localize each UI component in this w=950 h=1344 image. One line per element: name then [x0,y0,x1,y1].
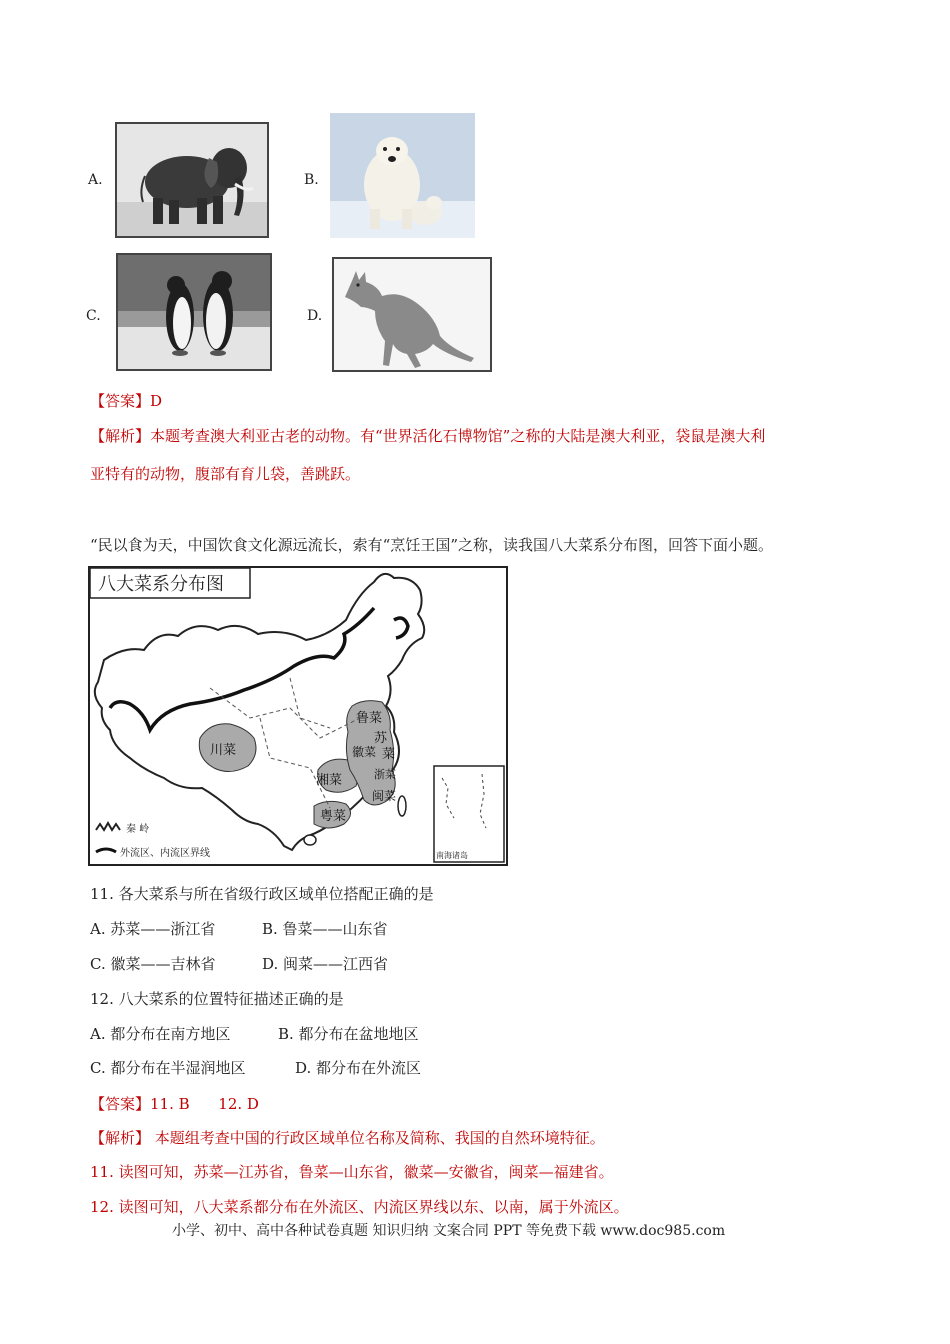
analysis-text: 本题组考查中国的行政区域单位名称及简称、我国的自然环境特征。 [150,1129,605,1147]
analysis-tag: 【解析】 [90,1129,151,1147]
legend-mountain: 秦 岭 [126,824,150,835]
kangaroo-image [332,257,492,372]
question-intro: “民以食为天，中国饮食文化源远流长，索有“烹饪王国”之称，读我国八大菜系分布图，回答下面小题。 [90,536,774,554]
label-xiang: 湘菜 [316,773,343,788]
q11-option-b: B. 鲁菜——山东省 [262,920,388,938]
legend-boundary: 外流区、内流区界线 [120,848,210,859]
label-hui: 徽菜 [352,745,377,759]
label-lu: 鲁菜 [356,711,383,726]
q11-option-c: C. 徽菜——吉林省 [90,955,216,973]
penguin-image [116,253,272,371]
inset-label: 南海诸岛 [436,851,468,860]
cuisine-map [88,566,508,866]
option-d-label: D. [307,308,323,324]
option-a-label: A. [88,172,103,188]
option-b-label: B. [304,172,319,188]
label-min: 闽菜 [372,789,397,803]
q11-explanation: 11. 读图可知，苏菜—江苏省，鲁菜—山东省，徽菜—安徽省，闽菜—福建省。 [90,1163,614,1181]
q11-12-answer [90,1094,259,1114]
label-zhe: 浙菜 [374,768,396,781]
label-su: 苏 [374,731,388,746]
map-title: 八大菜系分布图 [98,574,224,595]
q10-analysis-line2: 亚特有的动物，腹部有育儿袋，善跳跃。 [90,465,361,483]
q11-option-a: A. 苏菜——浙江省 [90,920,216,938]
q11-option-d: D. 闽菜——江西省 [262,955,389,973]
label-cai: 菜 [382,747,396,762]
page-footer: 小学、初中、高中各种试卷真题 知识归纳 文案合同 PPT 等免费下载 www.doc985.com [172,1223,726,1239]
q11-stem: 11. 各大菜系与所在省级行政区域单位搭配正确的是 [90,885,434,903]
answer-tag: 【答案】 [90,1095,151,1113]
q12-option-c: C. 都分布在半湿润地区 [90,1059,246,1077]
q10-analysis-line1 [90,426,765,446]
answer-value: 11. B 12. D [150,1095,259,1113]
label-chuan: 川菜 [210,743,237,758]
q11-12-analysis [90,1128,605,1148]
polar-bear-image [330,113,475,238]
q12-option-b: B. 都分布在盆地地区 [278,1025,419,1043]
answer-tag: 【答案】 [90,392,151,410]
q12-explanation: 12. 读图可知，八大菜系都分布在外流区、内流区界线以东、以南，属于外流区。 [90,1198,629,1216]
option-c-label: C. [86,308,101,324]
elephant-image [115,122,269,238]
analysis-text: 本题考查澳大利亚古老的动物。有“世界活化石博物馆”之称的大陆是澳大利亚，袋鼠是澳大利 [150,427,766,445]
answer-value: D [150,392,163,410]
q12-option-d: D. 都分布在外流区 [295,1059,422,1077]
label-yue: 粤菜 [320,809,347,824]
q12-stem: 12. 八大菜系的位置特征描述正确的是 [90,990,344,1008]
analysis-tag: 【解析】 [90,427,151,445]
q12-option-a: A. 都分布在南方地区 [90,1025,231,1043]
q10-answer [90,391,162,411]
